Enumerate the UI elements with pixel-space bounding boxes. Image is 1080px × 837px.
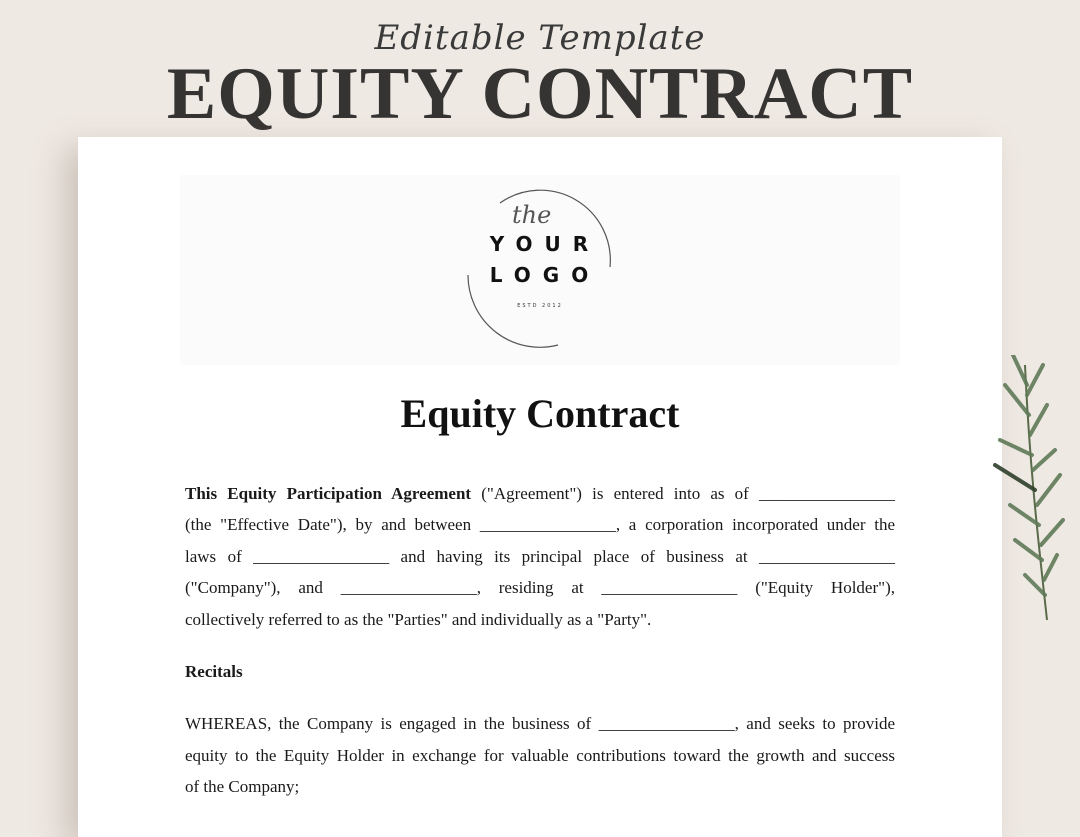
whereas-line: equity to the Equity Holder in exchange for valuable contributions toward the growth and success: [185, 745, 895, 765]
logo-line1: YOUR: [489, 232, 601, 256]
whereas-line: WHEREAS, the Company is engaged in the business of ________________, and seeks to provide: [185, 714, 895, 734]
logo-line2: LOGO: [489, 263, 601, 287]
intro-line: laws of ________________ and having its principal place of business at ________________: [185, 546, 895, 566]
script-subtitle: Editable Template: [374, 18, 706, 58]
intro-line: (the "Effective Date"), by and between ________________, a corporation incorporated under the: [185, 515, 895, 535]
logo: [460, 185, 620, 355]
agreement-name: This Equity Participation Agreement: [185, 484, 472, 503]
document-body: [185, 482, 895, 807]
intro-line: ("Company"), and ________________, residing at ________________ ("Equity Holder"),: [185, 578, 895, 598]
document-title: Equity Contract: [400, 391, 680, 436]
logo-estd: ESTD 2012: [517, 303, 563, 309]
logo-placeholder: [180, 175, 900, 365]
rosemary-sprig-icon: [985, 355, 1075, 635]
intro-line: collectively referred to as the "Parties" and individually as a "Party".: [185, 609, 652, 629]
intro-line: This Equity Participation Agreement ("Agreement") is entered into as of ________________: [185, 484, 895, 503]
banner-title: EQUITY CONTRACT: [166, 53, 914, 135]
whereas-line: of the Company;: [185, 777, 300, 797]
recitals-heading: Recitals: [185, 661, 243, 681]
logo-the: the: [512, 201, 552, 229]
document-page: [78, 137, 1002, 837]
